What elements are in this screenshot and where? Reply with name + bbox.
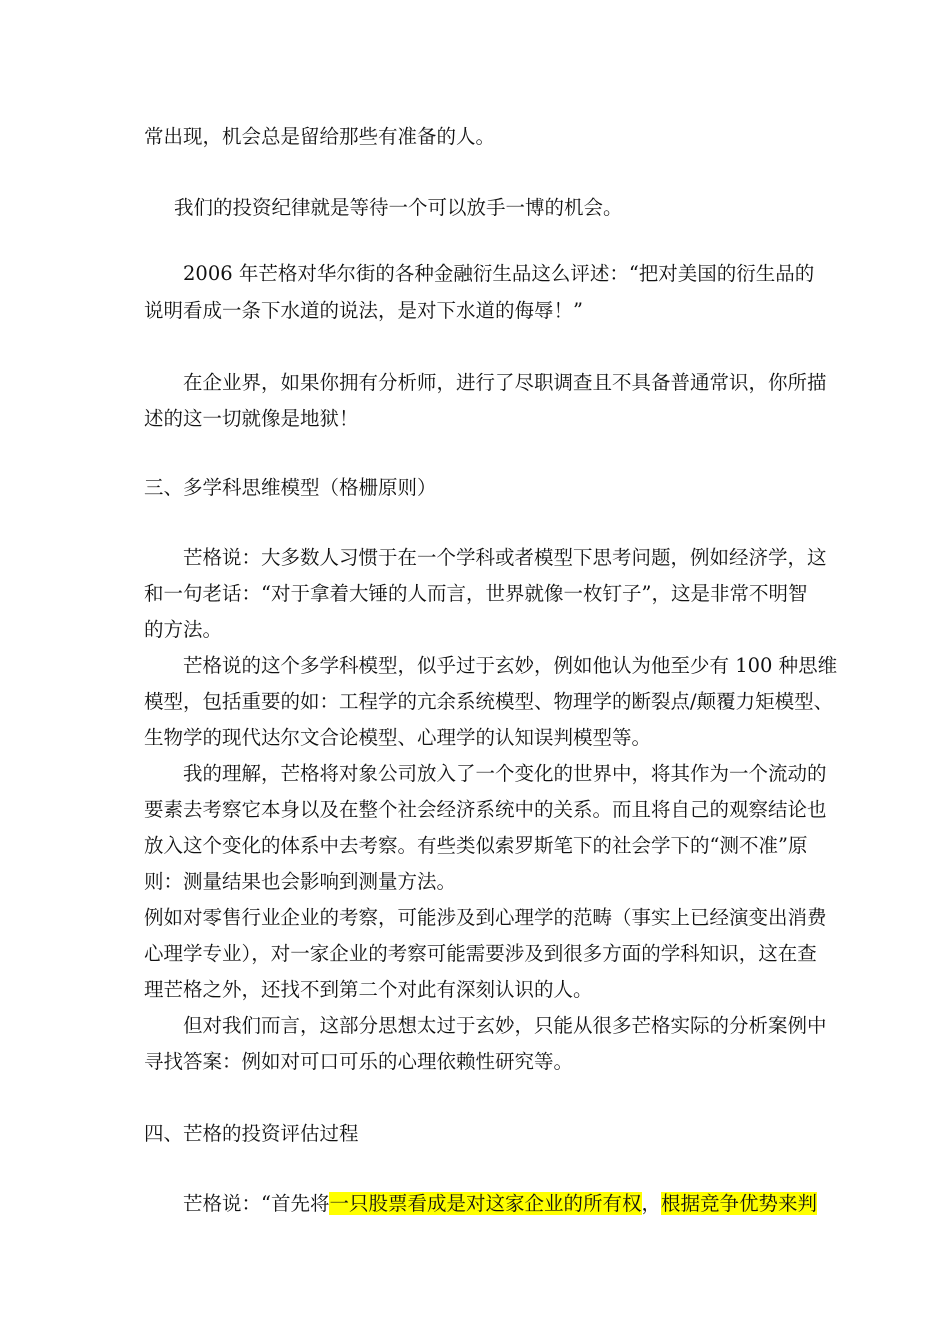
paragraph-line: 寻找答案：例如对可口可乐的心理依赖性研究等。 [144,1050,574,1073]
paragraph-line: 说明看成一条下水道的说法，是对下水道的侮辱！” [144,299,583,322]
paragraph-line: 但对我们而言，这部分思想太过于玄妙，只能从很多芒格实际的分析案例中 [183,1014,827,1037]
line-separator: ， [641,1192,662,1215]
paragraph-line: 生物学的现代达尔文合论模型、心理学的认知误判模型等。 [144,726,652,749]
highlight-text: 一只股票看成是对这家企业的所有权 [329,1192,642,1215]
highlight-text: 根据竞争优势来判 [661,1192,818,1215]
paragraph-line: 芒格说的这个多学科模型，似乎过于玄妙，例如他认为他至少有 100 种思维 [183,654,838,677]
section-heading: 三、多学科思维模型（格栅原则） [144,476,437,499]
paragraph-line: 我们的投资纪律就是等待一个可以放手一博的机会。 [174,196,623,219]
paragraph-line-highlighted [183,1191,817,1217]
section-heading: 四、芒格的投资评估过程 [144,1122,359,1145]
paragraph-line: 要素去考察它本身以及在整个社会经济系统中的关系。而且将自己的观察结论也 [144,798,827,821]
paragraph-line: 心理学专业），对一家企业的考察可能需要涉及到很多方面的学科知识，这在查 [144,942,817,965]
paragraph-line: 放入这个变化的体系中去考察。有些类似索罗斯笔下的社会学下的“测不准”原 [144,834,808,857]
paragraph-line: 例如对零售行业企业的考察，可能涉及到心理学的范畴（事实上已经演变出消费 [144,906,827,929]
paragraph-line: 我的理解，芒格将对象公司放入了一个变化的世界中，将其作为一个流动的 [183,762,827,785]
paragraph-line: 模型，包括重要的如：工程学的亢余系统模型、物理学的断裂点/颠覆力矩模型、 [144,690,834,713]
paragraph-line: 和一句老话：“对于拿着大锤的人而言，世界就像一枚钉子”，这是非常不明智 [144,582,808,605]
paragraph-line: 理芒格之外，还找不到第二个对此有深刻认识的人。 [144,978,593,1001]
paragraph-line: 常出现，机会总是留给那些有准备的人。 [144,125,496,148]
paragraph-line: 则：测量结果也会影响到测量方法。 [144,870,457,893]
paragraph-line: 2006 年芒格对华尔街的各种金融衍生品这么评述：“把对美国的衍生品的 [183,262,815,285]
paragraph-line: 芒格说：大多数人习惯于在一个学科或者模型下思考问题，例如经济学，这 [183,546,827,569]
paragraph-line: 述的这一切就像是地狱！ [144,407,359,430]
line-prefix: 芒格说：“首先将 [183,1192,330,1215]
paragraph-line: 的方法。 [144,618,223,641]
paragraph-line: 在企业界，如果你拥有分析师，进行了尽职调查且不具备普通常识，你所描 [183,371,827,394]
